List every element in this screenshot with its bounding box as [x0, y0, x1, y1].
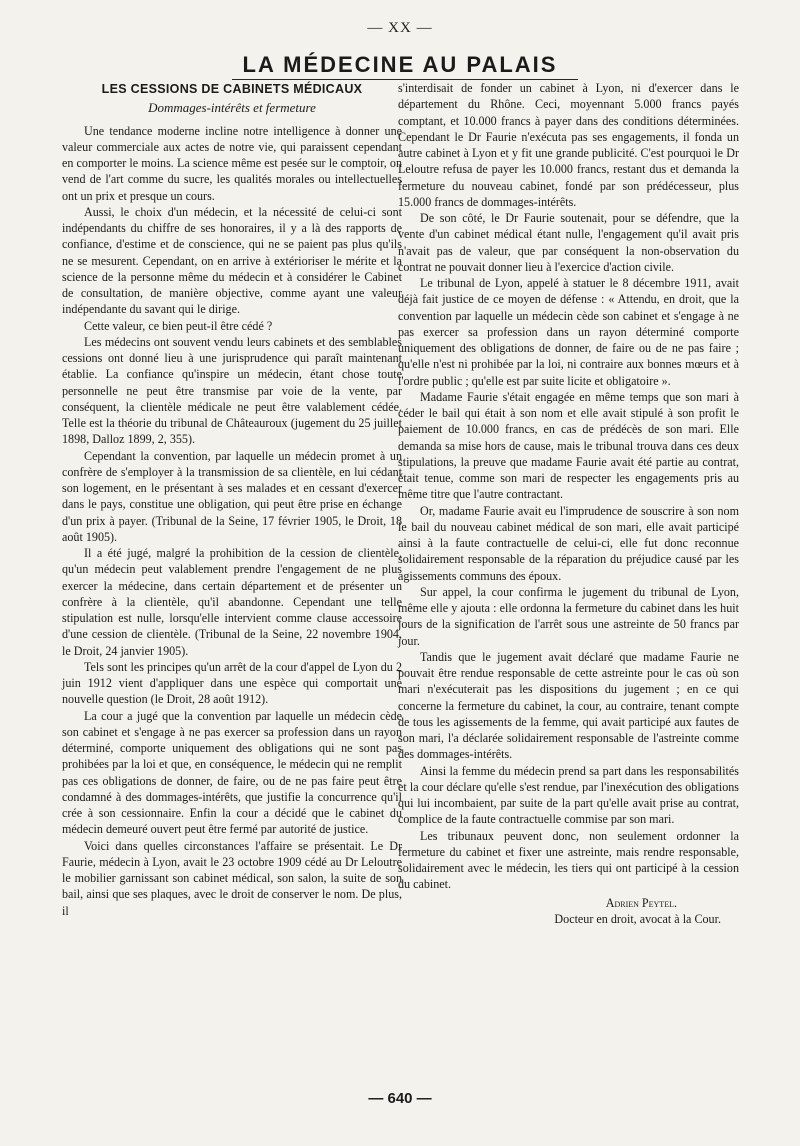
page-number: — 640 — [368, 1090, 432, 1107]
paragraph: La cour a jugé que la convention par laquelle un médecin cède son cabinet et s'engage à ne pas exercer sa profession dans un rayon déterminé, comporte uniquement des obligations qui ne sont pas prohibées par la loi et que, en conséquence, le médecin qui ne remplit pas ces obligations de donner, de faire, ou de ne pas faire peut être condamné à des dommages-intérêts, que justifie la concurrence qu'il crée à son cessionnaire. Enfin la cour a décidé que le cabinet du médecin demeuré ouvert peut être fermé par autorité de justice. [62, 708, 402, 837]
paragraph: De son côté, le Dr Faurie soutenait, pour se défendre, que la vente d'un cabinet médical étant nulle, l'engagement qu'il avait pris n'avait pas de valeur, que par conséquent la non-observation du contrat ne pouvait donner lieu à l'exercice d'action civile. [398, 211, 739, 274]
page-title: LA MÉDECINE AU PALAIS [242, 52, 558, 77]
paragraph: Aussi, le choix d'un médecin, et la nécessité de celui-ci sont indépendants du chiffre de ses honoraires, il y a là des rapports de confiance, d'estime et de conscience, qui ne se paient pas plus qu'ils ne se mesurent. Cependant, on en arrive à extérioriser le mérite et la science de la personne même du médecin et à considérer le Cabinet de consultation, de manière objective, comme ayant une valeur indépendante du savant qui le dirige. [62, 204, 402, 317]
paragraph: Les tribunaux peuvent donc, non seulement ordonner la fermeture du cabinet et fixer une astreinte, mais rendre responsable, solidairement avec le médecin, les tiers qui ont participé à la cession du cabinet. [398, 828, 739, 892]
article-subheading: Dommages-intérêts et fermeture [148, 100, 316, 116]
paragraph: Voici dans quelles circonstances l'affaire se présentait. Le Dr Faurie, médecin à Lyon, avait le 23 octobre 1909 cédé au Dr Leloutre le mobilier garnissant son cabinet médical, son salon, la suite de son bail, ainsi que ses plaques, avec le droit de conserver le nom. De plus, il [62, 838, 402, 918]
paragraph: Le tribunal de Lyon, appelé à statuer le 8 décembre 1911, avait déjà fait justice de ce moyen de défense : « Attendu, en droit, que la convention par laquelle un médecin cède son cabinet et s'engage à ne pas exercer sa profession dans un rayon déterminé comporte uniquement des obligations de donner, de faire ou de ne pas faire ; qu'elle n'est ni prohibée par la loi, ni contraire aux bonnes mœurs et à l'ordre public ; qu'elle est par suite licite et obligatoire ». [398, 276, 739, 388]
author-name: Adrien Peytel. [605, 895, 677, 910]
article-heading: LES CESSIONS DE CABINETS MÉDICAUX [101, 82, 363, 96]
paragraph: Une tendance moderne incline notre intelligence à donner une valeur commerciale aux actes de notre vie, qui paraissent cependant en comporter le moins. La science même est pesée sur le comptoir, on vend de l'art comme du sucre, les qualités morales ou intellectuelles ont un prix et presque un cours. [62, 123, 402, 203]
paragraph: Cependant la convention, par laquelle un médecin promet à un confrère de s'employer à la transmission de sa clientèle, en lui cédant son logement, en le présentant à ses malades et en cessant d'exercer dans le pays, constitue une obligation, qui peut être prise en échange d'un prix à payer. (Tribunal de la Seine, 17 février 1905, le Droit, 18 août 1905). [62, 448, 402, 544]
right-column [398, 80, 739, 927]
paragraph: Ainsi la femme du médecin prend sa part dans les responsabilités et la cour déclare qu'elle s'est rendue, par l'inexécution des obligations qui lui incombaient, par suite de la part qu'elle avait prise au contrat, complice de la faute contractuelle commise par son mari. [398, 763, 739, 827]
paragraph: Les médecins ont souvent vendu leurs cabinets et des semblables cessions ont donné lieu à une jurisprudence qui paraît maintenant établie. La confiance qu'inspire un médecin, étant chose toute personnelle ne peut être transmise par voie de la vente, par conséquent, la clientèle médicale ne peut être valablement cédée. Telle est la théorie du tribunal de Châteauroux (jugement du 25 juillet 1898, Dalloz 1899, 2, 355). [62, 334, 402, 447]
running-folio: — XX — [367, 20, 433, 36]
paragraph: Or, madame Faurie avait eu l'imprudence de souscrire à son nom le bail du nouveau cabinet médical de son mari, elle avait participé ainsi à la faute contractuelle de celui-ci, elle fut donc reconnue solidairement responsable de la réparation du préjudice causé par les agissements communs des époux. [398, 503, 739, 583]
paragraph: Cette valeur, ce bien peut-il être cédé ? [84, 318, 273, 333]
author-title: Docteur en droit, avocat à la Cour. [554, 911, 721, 926]
left-column [62, 80, 402, 919]
paragraph: Il a été jugé, malgré la prohibition de la cession de clientèle, qu'un médecin peut valablement prendre l'engagement de ne plus exercer la médecine, dans certain département et de présenter un confrère à la clientèle, qu'il abandonne. Cependant une telle stipulation est nulle, lorsqu'elle intervient comme clause accessoire d'une cession de clientèle. (Tribunal de la Seine, 22 novembre 1904, le Droit, 24 janvier 1905). [62, 546, 402, 658]
paragraph: Madame Faurie s'était engagée en même temps que son mari à céder le bail qui était à son nom et elle avait stipulé à son profit le paiement de 10.000 francs, en cas de prédécès de son mari. Elle demanda sa mise hors de cause, mais le tribunal trouva dans ces deux stipulations, la preuve que madame Faurie avait été partie au contrat, était tenue, comme son mari de respecter les engagements pris au même titre que l'autre contractant. [398, 389, 739, 502]
paragraph: Sur appel, la cour confirma le jugement du tribunal de Lyon, même elle y ajouta : elle ordonna la fermeture du cabinet dans les huit jours de la signification de l'arrêt sous une astreinte de 50 francs par jour. [398, 584, 739, 648]
paragraph: Tels sont les principes qu'un arrêt de la cour d'appel de Lyon du 2 juin 1912 vient d'appliquer dans une espèce qui comportait une nouvelle question (le Droit, 28 août 1912). [62, 659, 402, 707]
paragraph: Tandis que le jugement avait déclaré que madame Faurie ne pouvait être rendue responsable de cette astreinte pour le cas où son mari n'exécuterait pas les dispositions du jugement ; en ce qui concerne la fermeture du cabinet, la cour, au contraire, tenant compte de tous les agissements de la femme, qui avait participé aux fautes de son mari, l'a déclarée solidairement responsable de l'astreinte comme des dommages-intérêts. [398, 649, 739, 762]
paragraph-continued: s'interdisait de fonder un cabinet à Lyon, ni d'exercer dans le département du Rhône. Ceci, moyennant 5.000 francs payés comptant, et 10.000 francs à payer dans des conditions déterminées. Cependant le Dr Faurie n'exécuta pas ses engagements, il fonda un autre cabinet à Lyon et y fit une grande publicité. C'est pourquoi le Dr Leloutre refusa de payer les 10.000 francs, restant dus et demanda la fermeture du nouveau cabinet, fondé par son prédécesseur, plus 15.000 francs de dommages-intérêts. [398, 81, 739, 209]
